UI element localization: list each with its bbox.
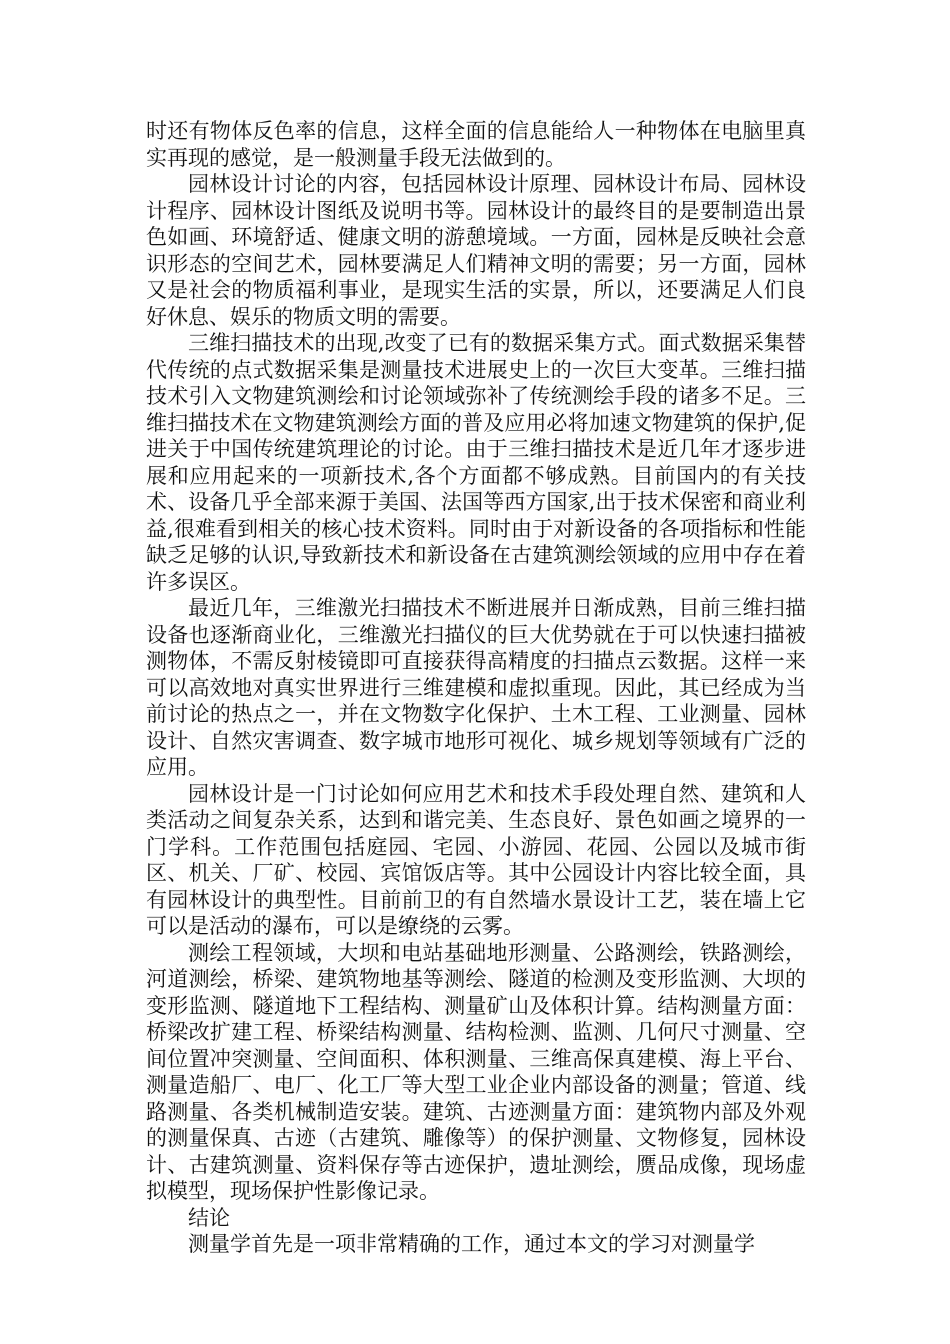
paragraph-conclusion: 测量学首先是一项非常精确的工作，通过本文的学习对测量学 [188, 1232, 755, 1256]
paragraph-garden-design-content: 园林设计讨论的内容，包括园林设计原理、园林设计布局、园林设计程序、园林设计图纸及说明书等。园林设计的最终目的是要制造出景色如画、环境舒适、健康文明的游憩境域。一方面，园林是反映社会意识形态的空间艺术，园林要满足人们精神文明的需要；另一方面，园林又是社会的物质福利事业，是现实生活的实景，所以，还要满足人们良好休息、娱乐的物质文明的需要。 [146, 172, 806, 329]
paragraph-laser-scanning-recent: 最近几年，三维激光扫描技术不断进展并日渐成熟，目前三维扫描设备也逐渐商业化，三维激光扫描仪的巨大优势就在于可以快速扫描被测物体，不需反射棱镜即可直接获得高精度的扫描点云数据。这样一来可以高效地对真实世界进行三维建模和虚拟重现。因此，其已经成为当前讨论的热点之一，并在文物数字化保护、土木工程、工业测量、园林设计、自然灾害调查、数字城市地形可视化、城乡规划等领域有广泛的应用。 [146, 596, 806, 779]
paragraph-continuation: 时还有物体反色率的信息，这样全面的信息能给人一种物体在电脑里真实再现的感觉，是一般测量手段无法做到的。 [146, 119, 806, 170]
section-heading-conclusion: 结论 [188, 1205, 230, 1230]
paragraph-3d-scanning-emergence: 三维扫描技术的出现,改变了已有的数据采集方式。面式数据采集替代传统的点式数据采集是测量技术进展史上的一次巨大变革。三维扫描技术引入文物建筑测绘和讨论领域弥补了传统测绘手段的诸多不足。三维扫描技术在文物建筑测绘方面的普及应用必将加速文物建筑的保护,促进关于中国传统建筑理论的讨论。由于三维扫描技术是近几年才逐步进展和应用起来的一项新技术,各个方面都不够成熟。目前国内的有关技术、设备几乎全部来源于美国、法国等西方国家,出于技术保密和商业利益,很难看到相关的核心技术资料。同时由于对新设备的各项指标和性能缺乏足够的认识,导致新技术和新设备在古建筑测绘领域的应用中存在着许多误区。 [146, 331, 806, 594]
paragraph-surveying-fields: 测绘工程领域，大坝和电站基础地形测量、公路测绘，铁路测绘，河道测绘，桥梁、建筑物地基等测绘、隧道的检测及变形监测、大坝的变形监测、隧道地下工程结构、测量矿山及体积计算。结构测量方面：桥梁改扩建工程、桥梁结构测量、结构检测、监测、几何尺寸测量、空间位置冲突测量、空间面积、体积测量、三维高保真建模、海上平台、测量造船厂、电厂、化工厂等大型工业企业内部设备的测量；管道、线路测量、各类机械制造安装。建筑、古迹测量方面：建筑物内部及外观的测量保真、古迹（古建筑、雕像等）的保护测量、文物修复，园林设计、古建筑测量、资料保存等古迹保护，遗址测绘，赝品成像，现场虚拟模型，现场保护性影像记录。 [146, 940, 806, 1203]
paragraph-garden-design-discipline: 园林设计是一门讨论如何应用艺术和技术手段处理自然、建筑和人类活动之间复杂关系，达到和谐完美、生态良好、景色如画之境界的一门学科。工作范围包括庭园、宅园、小游园、花园、公园以及城市街区、机关、厂矿、校园、宾馆饭店等。其中公园设计内容比较全面，具有园林设计的典型性。目前前卫的有自然墙水景设计工艺，装在墙上它可以是活动的瀑布，可以是缭绕的云雾。 [146, 781, 806, 938]
document-body [146, 118, 806, 1258]
